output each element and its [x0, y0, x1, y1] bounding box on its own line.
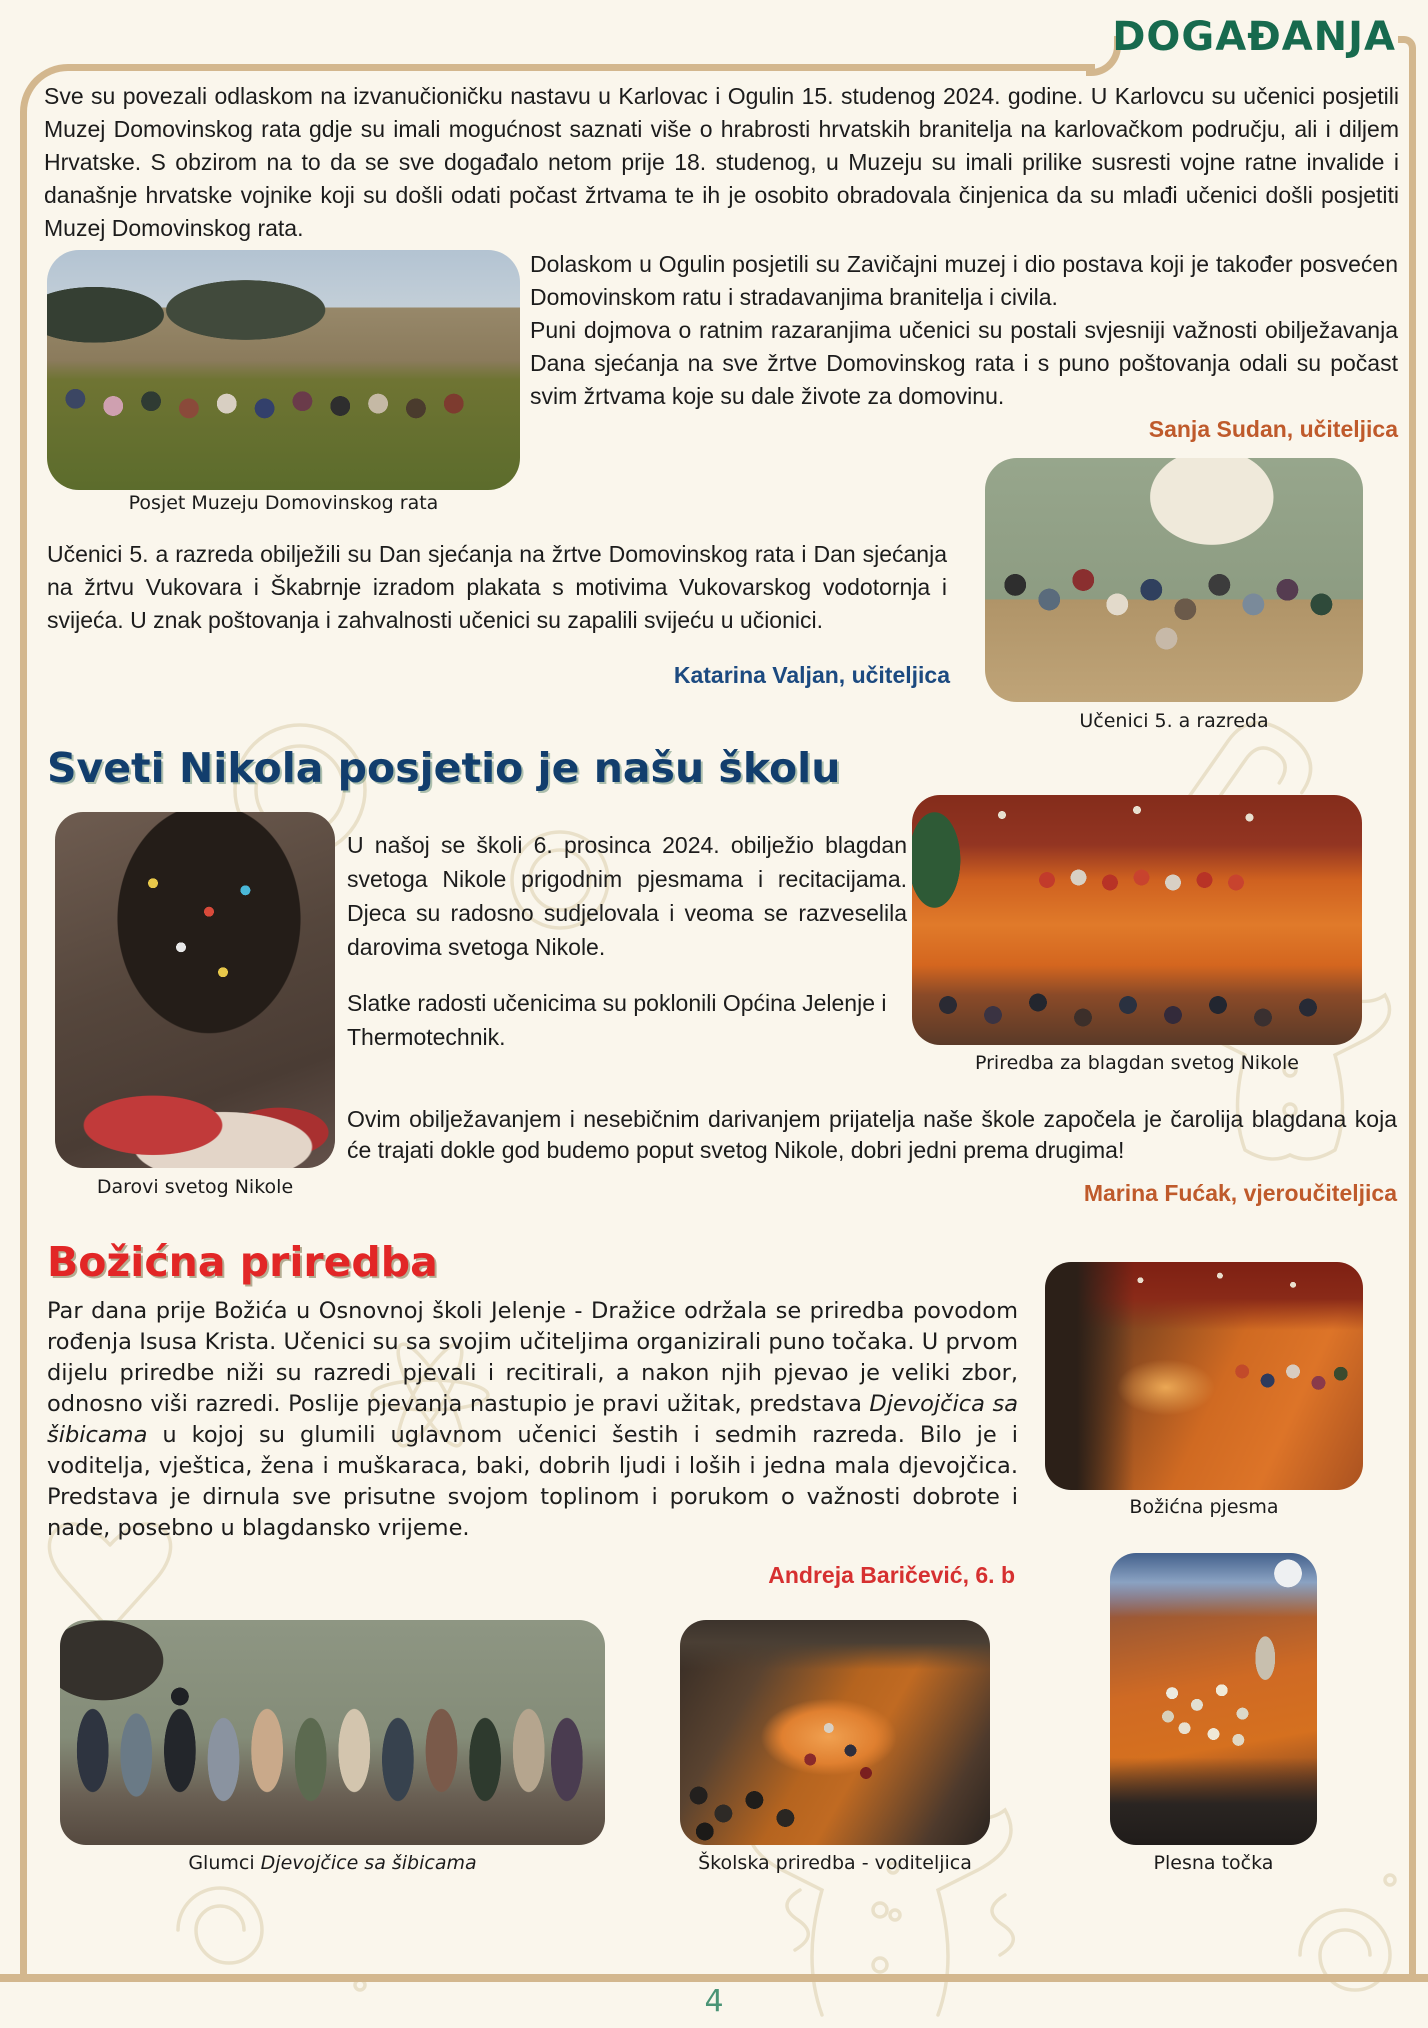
photo-caption-bozicna-pjesma: Božićna pjesma [1129, 1496, 1279, 1518]
photo-priredba-nikola [912, 795, 1362, 1045]
heading-sveti-nikola: Sveti Nikola posjetio je našu školu [47, 744, 841, 792]
page-border-right [1398, 36, 1416, 1981]
impressions-paragraph: Puni dojmova o ratnim razaranjima učenici su postali svjesniji važnosti obilježavanja Dana sjećanja na sve žrtve Domovinskog rata i s puno poštovanja odali su počast svim žrtvama koje su dale živote za domovinu. [530, 317, 1398, 409]
bozic-paragraph-part-2: u kojoj su glumili uglavnom učenici šestih i sedmih razreda. Bilo je i voditelja, vještica, žena i muškaraca, baki, dobrih ljudi i loših i jedna mala djevojčica. Predstava je dirnula sve prisutne svojom toplinom i porukom o važnosti dobrote i nade, posebno u blagdansko vrijeme. [47, 1422, 1018, 1541]
caption-glumci-italic: Djevojčice sa šibicama [260, 1852, 477, 1874]
signature-katarina-valjan: Katarina Valjan, učiteljica [673, 662, 950, 688]
plakat-paragraph: Učenici 5. a razreda obilježili su Dan sjećanja na žrtve Domovinskog rata i Dan sjećanja na žrtvu Vukovara i Škabrnje izradom plakata s motivima Vukovarskog vodotornja i svijeća. U znak poštovanja i zahvalnosti učenici su zapalili svijeću u učionici. [47, 541, 947, 633]
bozic-paragraph [47, 1296, 1018, 1544]
photo-caption-ucenici: Učenici 5. a razreda [1079, 710, 1269, 732]
bozic-paragraph-part-1: Par dana prije Božića u Osnovnoj školi Jelenje - Dražice održala se priredba povodom rođenja Isusa Krista. Učenici su sa svojim učiteljima organizirali puno točaka. U prvom dijelu priredbe niži su razredi pjevali i recitirali, a nakon njih pjevao je veliki zbor, odnosno viši razredi. Poslije pjevanja nastupio je pravi užitak, predstava [47, 1298, 1018, 1417]
ogulin-paragraph: Dolaskom u Ogulin posjetili su Zavičajni muzej i dio postava koji je također posvećen Domovinskom ratu i stradavanjima branitelja i civila. [530, 251, 1398, 310]
signature-marina-fucak: Marina Fućak, vjeroučiteljica [1083, 1180, 1397, 1206]
nikola-paragraph-3: Ovim obilježavanjem i nesebičnim darivanjem prijatelja naše škole započela je čarolija blagdana koja će trajati dokle god budemo poput svetog Nikole, dobri jedni prema drugima! [347, 1106, 1397, 1163]
photo-glumci [60, 1620, 605, 1845]
photo-bozicna-pjesma [1045, 1262, 1363, 1490]
photo-caption-glumci [60, 1852, 605, 1875]
page-title: DOGAĐANJA [1112, 14, 1396, 60]
page-bottom-rule [0, 1974, 1428, 1982]
photo-plesna-tocka [1110, 1553, 1317, 1845]
photo-ucenici-5a [985, 458, 1363, 702]
intro-paragraph: Sve su povezali odlaskom na izvanučioničku nastavu u Karlovac i Ogulin 15. studenog 2024. godine. U Karlovcu su učenici posjetili Muzej Domovinskog rata gdje su imali mogućnost saznati više o hrabrosti hrvatskih branitelja na karlovačkom području, ali i diljem Hrvatske. S obzirom na to da se sve događalo netom prije 18. studenog, u Muzeju su imali prilike susresti vojne ratne invalide i današnje hrvatske vojnike koji su došli odati počast žrtvama te ih je osobito obradovala činjenica da su mlađi učenici došli posjetiti Muzej Domovinskog rata. [44, 83, 1399, 241]
page-number: 4 [704, 1984, 724, 2019]
photo-skolska-priredba [680, 1620, 990, 1845]
photo-caption-priredba: Priredba za blagdan svetog Nikole [974, 1052, 1299, 1074]
nikola-paragraph-1: U našoj se školi 6. prosinca 2024. obilježio blagdan svetoga Nikole prigodnim pjesmama i recitacijama. Djeca su radosno sudjelovala i veoma se razveselila darovima svetoga Nikole. [347, 832, 907, 960]
photo-caption-posjet: Posjet Muzeju Domovinskog rata [128, 492, 439, 514]
heading-bozicna-priredba: Božićna priredba [47, 1238, 438, 1286]
nikola-paragraph-2: Slatke radosti učenicima su poklonili Općina Jelenje i Thermotechnik. [347, 990, 887, 1050]
signature-andreja-baricevic: Andreja Baričević, 6. b [768, 1562, 1015, 1588]
photo-darovi-svetog-nikole [55, 812, 335, 1168]
photo-caption-darovi: Darovi svetog Nikole [96, 1176, 294, 1198]
photo-caption-skolska: Školska priredba - voditeljica [698, 1852, 972, 1874]
bozic-paragraph-italic: Djevojčica sa šibicama [47, 1391, 1018, 1448]
photo-posjet-muzeju [47, 250, 520, 490]
caption-glumci-prefix: Glumci [188, 1852, 261, 1874]
ogulin-text [530, 248, 1398, 413]
photo-caption-plesna: Plesna točka [1153, 1852, 1274, 1874]
signature-sanja-sudan: Sanja Sudan, učiteljica [1148, 416, 1398, 442]
